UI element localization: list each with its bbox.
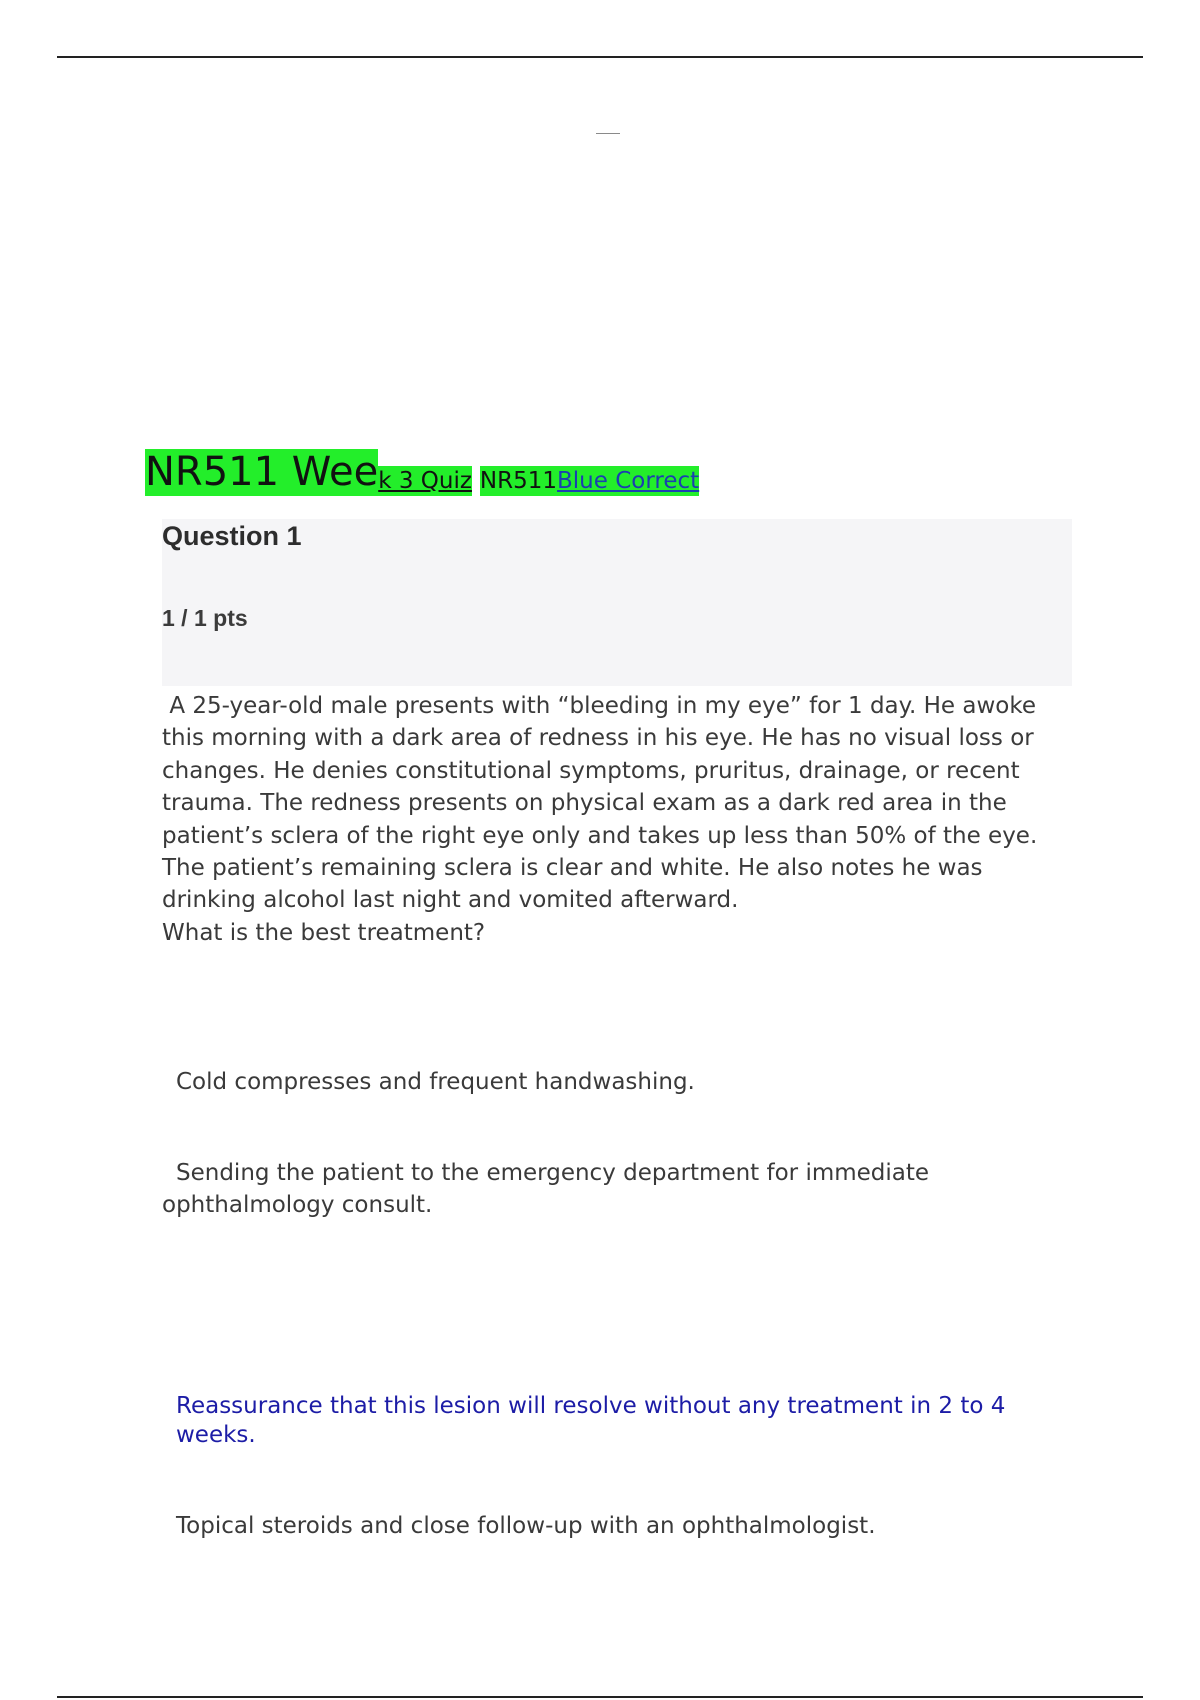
title-part-3: NR511 xyxy=(479,468,558,494)
answer-option-1-text: Cold compresses and frequent handwashing. xyxy=(176,1069,695,1095)
answer-option-4[interactable] xyxy=(162,1510,1072,1542)
answer-option-3-correct[interactable] xyxy=(162,1392,1072,1450)
answer-option-1[interactable] xyxy=(162,1066,1072,1098)
answer-option-3-text: Reassurance that this lesion will resolve without any treatment in 2 to 4 weeks. xyxy=(176,1393,1006,1448)
title-part-1: NR511 Wee xyxy=(145,449,379,495)
document-title xyxy=(145,449,699,496)
bottom-rule xyxy=(57,1696,1143,1698)
header-mark xyxy=(596,133,620,134)
answer-option-2-text: Sending the patient to the emergency department for immediate ophthalmology consult. xyxy=(162,1160,930,1219)
question-prompt: A 25-year-old male presents with “bleeding in my eye” for 1 day. He awoke this morning with a dark area of redness in his eye. He has no visual loss or changes. He denies constitutional symptoms, pruritus, drainage, or recent trauma. The redness presents on physical exam as a dark red area in the patient’s sclera of the right eye only and takes up less than 50% of the eye. The patient’s remaining sclera is clear and white. He also notes he was drinking alcohol last night and vomited afterward. xyxy=(162,693,1045,914)
question-body xyxy=(162,690,1072,949)
title-link-blue-correct[interactable]: Blue Correct xyxy=(557,468,700,494)
question-header xyxy=(162,519,1072,686)
answer-option-2[interactable] xyxy=(162,1157,1072,1222)
title-part-2: k 3 Quiz xyxy=(378,468,472,494)
answer-option-4-text: Topical steroids and close follow-up with an ophthalmologist. xyxy=(176,1513,876,1539)
question-ask: What is the best treatment? xyxy=(162,919,486,946)
top-rule xyxy=(57,56,1143,58)
question-title: Question 1 xyxy=(162,521,302,551)
question-points: 1 / 1 pts xyxy=(162,605,248,631)
